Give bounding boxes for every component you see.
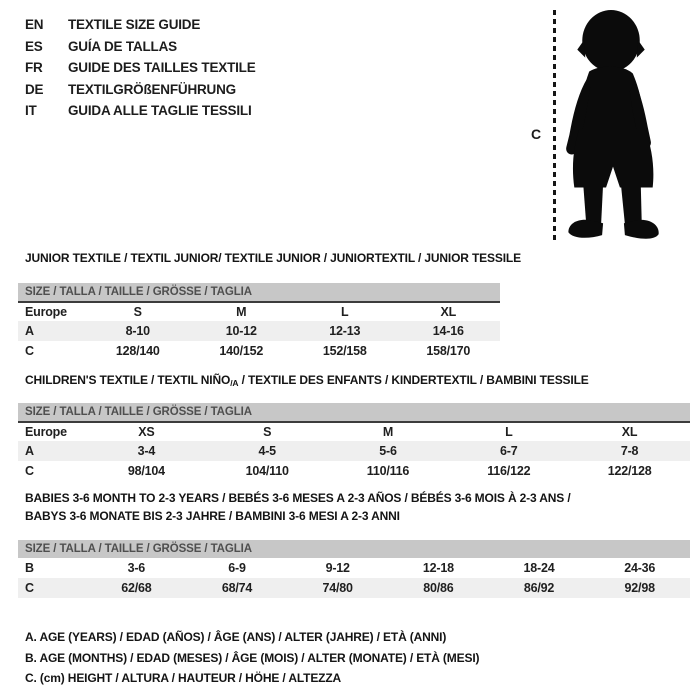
- size-cell: XL: [621, 425, 638, 439]
- size-cell: S: [263, 425, 272, 439]
- size-cell: 62/68: [121, 581, 152, 595]
- size-cell: 86/92: [523, 581, 555, 595]
- size-cell: M: [382, 425, 394, 439]
- list-item: [25, 57, 256, 79]
- size-cell: 110/116: [366, 464, 410, 478]
- list-item: [25, 36, 256, 58]
- children-title-sub: /A: [230, 378, 239, 388]
- size-cell: 128/140: [115, 344, 160, 358]
- size-cell: 140/152: [219, 344, 264, 358]
- size-cell: 3-6: [127, 561, 146, 575]
- size-cell: 12-18: [422, 561, 454, 575]
- size-cell: S: [133, 305, 142, 319]
- babies-section-title: [25, 489, 685, 525]
- size-cell: L: [505, 425, 513, 439]
- language-code: ES: [25, 38, 43, 54]
- language-code: FR: [25, 60, 43, 76]
- size-cell: 68/74: [221, 581, 253, 595]
- size-cell: 24-36: [624, 561, 656, 575]
- size-cell: 7-8: [620, 444, 639, 458]
- table-row: [18, 558, 690, 578]
- size-header-bar: SIZE / TALLA / TAILLE / GRÖSSE / TAGLIA: [18, 403, 690, 421]
- size-cell: L: [341, 305, 349, 319]
- language-label: TEXTILE SIZE GUIDE: [68, 17, 201, 33]
- legend-line-a: A. AGE (YEARS) / EDAD (AÑOS) / ÂGE (ANS) / ALTER (JAHRE) / ETÀ (ANNI): [25, 630, 447, 644]
- row-label: C: [25, 344, 34, 358]
- list-item: [25, 79, 256, 101]
- language-label: TEXTILGRÖßENFÜHRUNG: [68, 81, 236, 97]
- language-label: GUIDA ALLE TAGLIE TESSILI: [68, 103, 252, 119]
- babies-title-line2: BABYS 3-6 MONATE BIS 2-3 JAHRE / BAMBINI 3-6 MESI A 2-3 ANNI: [25, 509, 400, 523]
- size-cell: 14-16: [432, 324, 464, 338]
- row-label: A: [25, 444, 34, 458]
- table-row: [18, 461, 690, 481]
- row-label: A: [25, 324, 34, 338]
- size-cell: 3-4: [137, 444, 156, 458]
- babies-size-table: [18, 540, 690, 598]
- size-header-bar: SIZE / TALLA / TAILLE / GRÖSSE / TAGLIA: [18, 540, 690, 558]
- row-label: B: [25, 561, 34, 575]
- legend-line-c: C. (cm) HEIGHT / ALTURA / HAUTEUR / HÖHE / ALTEZZA: [25, 671, 342, 685]
- junior-section-title: JUNIOR TEXTILE / TEXTIL JUNIOR/ TEXTILE JUNIOR / JUNIORTEXTIL / JUNIOR TESSILE: [25, 251, 521, 265]
- table-row: [18, 301, 500, 321]
- size-cell: 18-24: [523, 561, 555, 575]
- size-cell: 6-7: [500, 444, 518, 458]
- language-code: IT: [25, 103, 37, 119]
- size-header-bar: SIZE / TALLA / TAILLE / GRÖSSE / TAGLIA: [18, 283, 500, 301]
- children-title-pre: CHILDREN'S TEXTILE / TEXTIL NIÑO: [25, 373, 231, 387]
- size-cell: 152/158: [322, 344, 367, 358]
- size-cell: 98/104: [127, 464, 165, 478]
- size-cell: 4-5: [258, 444, 276, 458]
- table-row: [18, 321, 500, 341]
- language-code: EN: [25, 17, 44, 33]
- children-title-post: / TEXTILE DES ENFANTS / KINDERTEXTIL / BAMBINI TESSILE: [238, 373, 589, 387]
- size-cell: 12-13: [329, 324, 361, 338]
- language-guide-list: [25, 14, 256, 122]
- size-cell: 9-12: [325, 561, 350, 575]
- junior-size-table: [18, 283, 500, 361]
- size-cell: 6-9: [228, 561, 246, 575]
- size-cell: 74/80: [322, 581, 353, 595]
- language-label: GUÍA DE TALLAS: [68, 38, 177, 54]
- row-label: Europe: [25, 425, 67, 439]
- row-label: Europe: [25, 305, 67, 319]
- children-section-title: [25, 373, 589, 388]
- measurement-legend: [25, 627, 479, 689]
- height-measure-dotted-line: [553, 10, 556, 244]
- size-cell: 80/86: [423, 581, 454, 595]
- list-item: [25, 14, 256, 36]
- language-label: GUIDE DES TAILLES TEXTILE: [68, 60, 256, 76]
- list-item: [25, 100, 256, 122]
- table-row: [18, 578, 690, 598]
- size-cell: XL: [440, 305, 457, 319]
- row-label: C: [25, 581, 34, 595]
- children-size-table: [18, 403, 690, 481]
- size-cell: M: [236, 305, 247, 319]
- size-cell: 8-10: [125, 324, 150, 338]
- size-cell: 122/128: [607, 464, 652, 478]
- row-label: C: [25, 464, 34, 478]
- size-cell: 5-6: [379, 444, 397, 458]
- size-cell: 10-12: [225, 324, 257, 338]
- size-cell: 104/110: [245, 464, 289, 478]
- table-row: [18, 421, 690, 441]
- size-cell: 158/170: [426, 344, 471, 358]
- height-measure-label: C: [531, 126, 542, 142]
- legend-line-b: B. AGE (MONTHS) / EDAD (MESES) / ÂGE (MOIS) / ALTER (MONATE) / ETÀ (MESI): [25, 650, 480, 665]
- language-code: DE: [25, 81, 44, 97]
- size-cell: XS: [138, 425, 155, 439]
- table-row: [18, 441, 690, 461]
- baby-silhouette-icon: [558, 8, 668, 246]
- size-cell: 92/98: [624, 581, 655, 595]
- babies-title-line1: BABIES 3-6 MONTH TO 2-3 YEARS / BEBÉS 3-6 MESES A 2-3 AÑOS / BÉBÉS 3-6 MOIS À 2-3 ANS /: [25, 491, 571, 505]
- size-cell: 116/122: [487, 464, 531, 478]
- table-row: [18, 341, 500, 361]
